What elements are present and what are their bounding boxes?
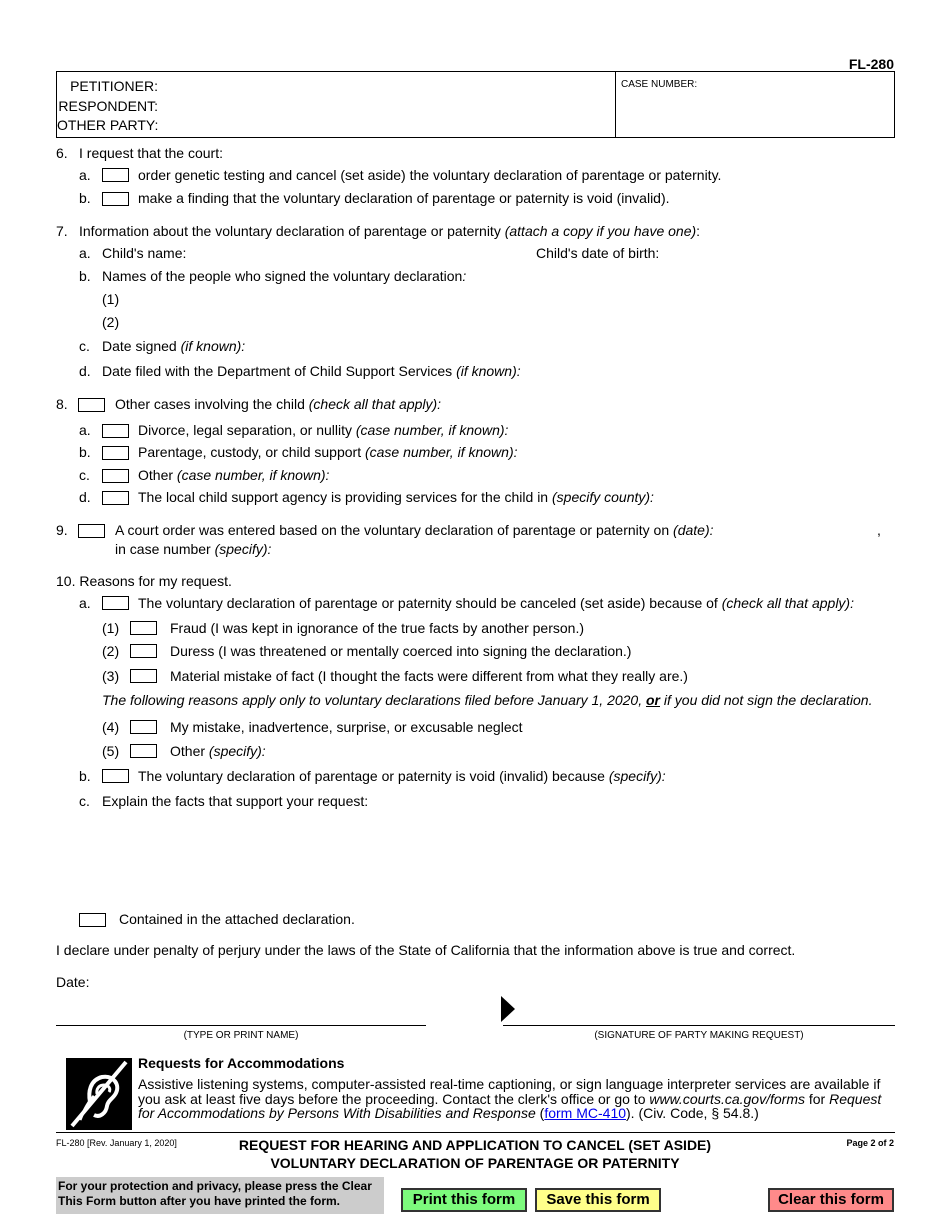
s6b-letter: b.	[79, 190, 91, 206]
s7b-colon: :	[462, 268, 467, 284]
s8b-text: Parentage, custody, or child support	[138, 444, 362, 460]
reason-5-checkbox[interactable]	[130, 744, 157, 758]
s6a-text: order genetic testing and cancel (set aside) the voluntary declaration of parentage or paternity.	[138, 167, 722, 183]
s10a-label	[138, 595, 854, 612]
s8a-italic: (case number, if known):	[355, 422, 509, 438]
accommodations-line-2a: you ask at least five days before the proceeding. Contact the clerk's office or go to	[138, 1091, 646, 1107]
note-a: The following reasons apply only to voluntary declarations filed before January 1, 2020,	[102, 692, 643, 708]
s8-text: Other cases involving the child	[115, 396, 305, 412]
s9-italic: (date):	[673, 522, 714, 538]
reason-3-number: (3)	[102, 668, 120, 684]
s8d-text: The local child support agency is providing services for the child in	[138, 489, 549, 505]
s8b-label	[138, 444, 518, 461]
pre-2020-note	[102, 692, 872, 709]
s8d-checkbox[interactable]	[102, 491, 129, 505]
s7a-letter: a.	[79, 245, 91, 261]
reason-3-checkbox[interactable]	[130, 669, 157, 683]
s7c-letter: c.	[79, 338, 90, 354]
s8-italic: (check all that apply):	[308, 396, 442, 412]
accommodations-line-2b: for	[808, 1091, 826, 1107]
reason-1-number: (1)	[102, 620, 120, 636]
accommodations-title: Requests for Accommodations	[138, 1055, 345, 1071]
clear-form-button[interactable]: Clear this form	[768, 1188, 894, 1212]
s6b-text: make a finding that the voluntary declaration of parentage or paternity is void (invalid).	[138, 190, 670, 206]
s9-line2: in case number	[115, 541, 211, 557]
date-label: Date:	[56, 974, 90, 990]
accommodations-line-3-open: (	[539, 1105, 545, 1121]
hearing-assistance-icon	[66, 1058, 132, 1130]
s7d-letter: d.	[79, 363, 91, 379]
s8a-letter: a.	[79, 422, 91, 438]
s8a-label	[138, 422, 508, 439]
reason-2-text: Duress (I was threatened or mentally coerced into signing the declaration.)	[170, 643, 632, 659]
s7b-text: Names of the people who signed the voluntary declaration	[102, 268, 463, 284]
s10a-checkbox[interactable]	[102, 596, 129, 610]
s7b-letter: b.	[79, 268, 91, 284]
accommodations-line-1: Assistive listening systems, computer-assisted real-time captioning, or sign language interpreter services are available if	[138, 1076, 881, 1092]
footer-title-2: VOLUNTARY DECLARATION OF PARENTAGE OR PATERNITY	[270, 1155, 680, 1171]
perjury-declaration: I declare under penalty of perjury under the laws of the State of California that the information above is true and correct.	[56, 942, 796, 958]
s9-text: A court order was entered based on the voluntary declaration of parentage or paternity on	[115, 522, 670, 538]
case-number-label: CASE NUMBER:	[621, 79, 698, 90]
privacy-line-2: This Form button after you have printed the form.	[58, 1194, 341, 1208]
s7c-text: Date signed	[102, 338, 177, 354]
s10b-italic: (specify):	[608, 768, 666, 784]
reason-4-text: My mistake, inadvertence, surprise, or excusable neglect	[170, 719, 523, 735]
reason-5-italic: (specify):	[208, 743, 266, 759]
s9-checkbox[interactable]	[78, 524, 105, 538]
accommodations-line-2-italic: Request	[829, 1091, 882, 1107]
s6a-checkbox[interactable]	[102, 168, 129, 182]
s7-end: :	[696, 223, 701, 239]
s8-checkbox[interactable]	[78, 398, 105, 412]
form-number: FL-280	[848, 56, 894, 72]
form-revision: FL-280 [Rev. January 1, 2020]	[56, 1138, 177, 1148]
caption-divider	[615, 72, 616, 137]
s6-number: 6.	[56, 145, 68, 161]
s8-heading	[115, 396, 441, 413]
s7c-italic: (if known):	[180, 338, 246, 354]
s10-text: Reasons for my request.	[79, 573, 232, 589]
privacy-line-1: For your protection and privacy, please press the Clear	[58, 1179, 372, 1193]
s8a-checkbox[interactable]	[102, 424, 129, 438]
s10b-text: The voluntary declaration of parentage or paternity is void (invalid) because	[138, 768, 605, 784]
attached-declaration-checkbox[interactable]	[79, 913, 106, 927]
note-or: or	[646, 692, 660, 708]
s10-number: 10.	[56, 573, 76, 589]
attached-declaration-text: Contained in the attached declaration.	[119, 911, 355, 927]
s7b-label	[102, 268, 466, 285]
courts-url: www.courts.ca.gov/forms	[649, 1091, 805, 1107]
reason-2-checkbox[interactable]	[130, 644, 157, 658]
signature-arrow-icon	[500, 995, 516, 1023]
child-name-label: Child's name:	[102, 245, 187, 261]
accommodations-line-3	[138, 1106, 759, 1121]
print-form-button[interactable]: Print this form	[401, 1188, 527, 1212]
reason-5-label	[170, 743, 266, 760]
signer-1-label: (1)	[102, 291, 120, 307]
s9-case-number-label	[115, 541, 271, 558]
signer-2-label: (2)	[102, 314, 120, 330]
reason-4-number: (4)	[102, 719, 120, 735]
s10c-text: Explain the facts that support your request:	[102, 793, 369, 809]
s8c-label	[138, 467, 329, 484]
s8d-label	[138, 489, 654, 506]
s7-number: 7.	[56, 223, 68, 239]
s8c-italic: (case number, if known):	[176, 467, 330, 483]
reason-3-text: Material mistake of fact (I thought the facts were different from what they really are.)	[170, 668, 688, 684]
signature-line	[503, 1025, 895, 1026]
form-mc410-link[interactable]: form MC-410	[544, 1105, 627, 1121]
privacy-notice	[56, 1177, 384, 1214]
page-number: Page 2 of 2	[846, 1138, 894, 1148]
respondent-label: RESPONDENT:	[58, 98, 158, 114]
s7d-italic: (if known):	[456, 363, 521, 379]
s6b-checkbox[interactable]	[102, 192, 129, 206]
name-line	[56, 1025, 426, 1026]
s8a-text: Divorce, legal separation, or nullity	[138, 422, 352, 438]
footer-title-1: REQUEST FOR HEARING AND APPLICATION TO CANCEL (SET ASIDE)	[238, 1137, 712, 1153]
s7-text: Information about the voluntary declaration of parentage or paternity	[79, 223, 501, 239]
s8c-text: Other	[138, 467, 174, 483]
s10a-letter: a.	[79, 595, 91, 611]
footer-rule	[56, 1132, 895, 1133]
s6a-letter: a.	[79, 167, 91, 183]
reason-1-text: Fraud (I was kept in ignorance of the true facts by another person.)	[170, 620, 584, 636]
save-form-button[interactable]: Save this form	[535, 1188, 661, 1212]
s9-number: 9.	[56, 522, 68, 538]
s9-label	[115, 522, 714, 539]
petitioner-label: PETITIONER:	[70, 78, 158, 94]
s8d-letter: d.	[79, 489, 91, 505]
s6-text: I request that the court:	[79, 145, 223, 161]
s9-comma: ,	[877, 522, 881, 538]
reason-1-checkbox[interactable]	[130, 621, 157, 635]
child-dob-label: Child's date of birth:	[536, 245, 660, 261]
s10-heading	[56, 573, 232, 590]
accommodations-line-3-close: ). (Civ. Code, § 54.8.)	[626, 1105, 759, 1121]
s10a-italic: (check all that apply):	[721, 595, 854, 611]
s8d-italic: (specify county):	[552, 489, 654, 505]
s7-heading	[79, 223, 700, 240]
s8c-letter: c.	[79, 467, 90, 483]
s10b-checkbox[interactable]	[102, 769, 129, 783]
signature-caption: (SIGNATURE OF PARTY MAKING REQUEST)	[594, 1030, 804, 1041]
other-party-label: OTHER PARTY:	[57, 117, 159, 133]
name-caption: (TYPE OR PRINT NAME)	[183, 1030, 299, 1041]
note-b: if you did not sign the declaration.	[663, 692, 873, 708]
reason-4-checkbox[interactable]	[130, 720, 157, 734]
s8-number: 8.	[56, 396, 68, 412]
s7-italic: (attach a copy if you have one)	[504, 223, 697, 239]
s10b-label	[138, 768, 666, 785]
reason-2-number: (2)	[102, 643, 120, 659]
s9-line2-italic: (specify):	[214, 541, 272, 557]
s8b-italic: (case number, if known):	[364, 444, 518, 460]
s8c-checkbox[interactable]	[102, 469, 129, 483]
s10b-letter: b.	[79, 768, 91, 784]
date-signed-label	[102, 338, 245, 355]
date-filed-label	[102, 363, 521, 380]
reason-5-number: (5)	[102, 743, 120, 759]
s10a-text: The voluntary declaration of parentage or paternity should be canceled (set aside) because of	[138, 595, 718, 611]
s10c-letter: c.	[79, 793, 90, 809]
s8b-letter: b.	[79, 444, 91, 460]
s7d-text: Date filed with the Department of Child Support Services	[102, 363, 453, 379]
reason-5-text: Other	[170, 743, 206, 759]
s8b-checkbox[interactable]	[102, 446, 129, 460]
caption-box	[56, 71, 895, 138]
accommodations-line-3-italic: for Accommodations by Persons With Disabilities and Response	[138, 1105, 536, 1121]
